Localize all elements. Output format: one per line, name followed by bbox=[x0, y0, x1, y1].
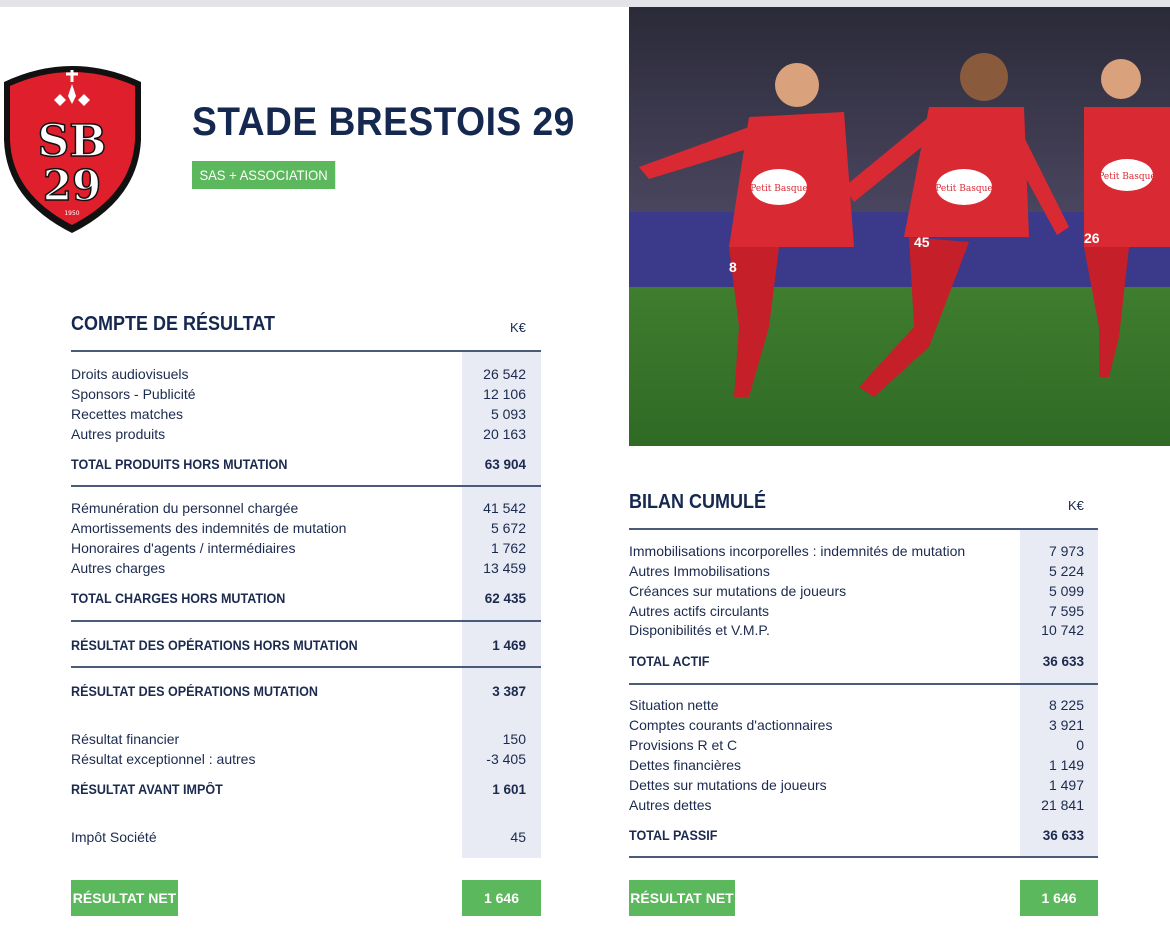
structure-tag: SAS + ASSOCIATION bbox=[192, 161, 335, 189]
sponsor-logo-2: Petit Basque bbox=[935, 184, 993, 194]
row-label: TOTAL ACTIF bbox=[629, 654, 710, 669]
row-value: 1 149 bbox=[1048, 757, 1084, 773]
bilan-title: BILAN CUMULÉ bbox=[629, 491, 766, 513]
bilan-divider bbox=[629, 683, 1098, 685]
row-label: RÉSULTAT AVANT IMPÔT bbox=[71, 782, 223, 797]
club-crest-logo bbox=[0, 60, 145, 235]
row-value: 13 459 bbox=[483, 560, 526, 576]
row-value: 5 224 bbox=[1048, 563, 1084, 579]
compte-net-value: 1 646 bbox=[462, 880, 541, 916]
sponsor-logo-3: Petit Basque bbox=[1098, 172, 1156, 182]
crest-year: 1950 bbox=[64, 210, 80, 217]
row-label: Autres produits bbox=[71, 426, 166, 442]
row-label: RÉSULTAT DES OPÉRATIONS HORS MUTATION bbox=[71, 638, 358, 653]
row-value: 63 904 bbox=[484, 457, 526, 472]
row-label: Sponsors - Publicité bbox=[71, 386, 196, 402]
row-label: Provisions R et C bbox=[629, 737, 738, 753]
row-value: 1 762 bbox=[490, 540, 526, 556]
row-label: Droits audiovisuels bbox=[71, 366, 189, 382]
row-label: Situation nette bbox=[629, 697, 719, 713]
row-value: 1 469 bbox=[492, 638, 526, 653]
row-value: 45 bbox=[510, 829, 526, 845]
row-label: Autres charges bbox=[71, 560, 166, 576]
club-name: STADE BRESTOIS 29 bbox=[192, 100, 575, 144]
row-label: Impôt Société bbox=[71, 829, 157, 845]
row-value: 7 595 bbox=[1048, 603, 1084, 619]
row-value: 10 742 bbox=[1041, 622, 1084, 638]
row-label: Comptes courants d'actionnaires bbox=[629, 717, 833, 733]
row-value: 150 bbox=[502, 731, 526, 747]
row-label: Résultat exceptionnel : autres bbox=[71, 751, 256, 767]
row-value: 21 841 bbox=[1041, 797, 1084, 813]
bilan-net-value: 1 646 bbox=[1020, 880, 1098, 916]
row-label: Rémunération du personnel chargée bbox=[71, 500, 299, 516]
row-label: Créances sur mutations de joueurs bbox=[629, 583, 847, 599]
row-value: 41 542 bbox=[483, 500, 526, 516]
row-label: Honoraires d'agents / intermédiaires bbox=[71, 540, 296, 556]
row-value: 3 387 bbox=[492, 684, 526, 699]
row-value: 20 163 bbox=[483, 426, 526, 442]
compte-net-label: RÉSULTAT NET bbox=[71, 880, 178, 916]
shirt-number-1: 8 bbox=[729, 259, 737, 275]
compte-unit: K€ bbox=[510, 320, 526, 335]
row-value: 62 435 bbox=[484, 591, 526, 606]
row-label: TOTAL PASSIF bbox=[629, 828, 718, 843]
compte-divider bbox=[71, 485, 541, 487]
row-label: RÉSULTAT DES OPÉRATIONS MUTATION bbox=[71, 684, 318, 699]
bilan-bottom-rule bbox=[629, 856, 1098, 858]
team-celebration-photo bbox=[629, 7, 1170, 446]
row-value: 7 973 bbox=[1048, 543, 1084, 559]
row-label: Dettes financières bbox=[629, 757, 742, 773]
top-border bbox=[0, 0, 1170, 7]
row-value: 5 672 bbox=[490, 520, 526, 536]
shirt-number-3: 26 bbox=[1084, 230, 1100, 246]
row-value: 3 921 bbox=[1048, 717, 1084, 733]
bilan-unit: K€ bbox=[1068, 498, 1084, 513]
compte-divider bbox=[71, 620, 541, 622]
row-label: TOTAL PRODUITS HORS MUTATION bbox=[71, 457, 288, 472]
crest-monogram: SB bbox=[37, 116, 107, 167]
row-value: 36 633 bbox=[1042, 828, 1084, 843]
row-label: Immobilisations incorporelles : indemnités de mutation bbox=[629, 543, 966, 559]
row-label: Autres actifs circulants bbox=[629, 603, 770, 619]
row-value: 36 633 bbox=[1042, 654, 1084, 669]
shirt-number-2: 45 bbox=[914, 234, 930, 250]
row-label: Amortissements des indemnités de mutation bbox=[71, 520, 347, 536]
row-label: Disponibilités et V.M.P. bbox=[629, 622, 770, 638]
row-label: TOTAL CHARGES HORS MUTATION bbox=[71, 591, 286, 606]
row-label: Autres Immobilisations bbox=[629, 563, 770, 579]
row-label: Recettes matches bbox=[71, 406, 184, 422]
crest-number: 29 bbox=[42, 161, 102, 210]
row-value: 5 099 bbox=[1048, 583, 1084, 599]
row-value: 0 bbox=[1076, 737, 1084, 753]
row-label: Autres dettes bbox=[629, 797, 712, 813]
row-value: 1 601 bbox=[492, 782, 526, 797]
row-label: Dettes sur mutations de joueurs bbox=[629, 777, 827, 793]
bilan-net-label: RÉSULTAT NET bbox=[629, 880, 735, 916]
row-label: Résultat financier bbox=[71, 731, 180, 747]
row-value: -3 405 bbox=[486, 751, 526, 767]
sponsor-logo-1: Petit Basque bbox=[750, 184, 808, 194]
row-value: 12 106 bbox=[483, 386, 526, 402]
row-value: 26 542 bbox=[483, 366, 526, 382]
compte-title: COMPTE DE RÉSULTAT bbox=[71, 313, 276, 335]
row-value: 5 093 bbox=[490, 406, 526, 422]
compte-divider bbox=[71, 666, 541, 668]
row-value: 8 225 bbox=[1048, 697, 1084, 713]
row-value: 1 497 bbox=[1048, 777, 1084, 793]
